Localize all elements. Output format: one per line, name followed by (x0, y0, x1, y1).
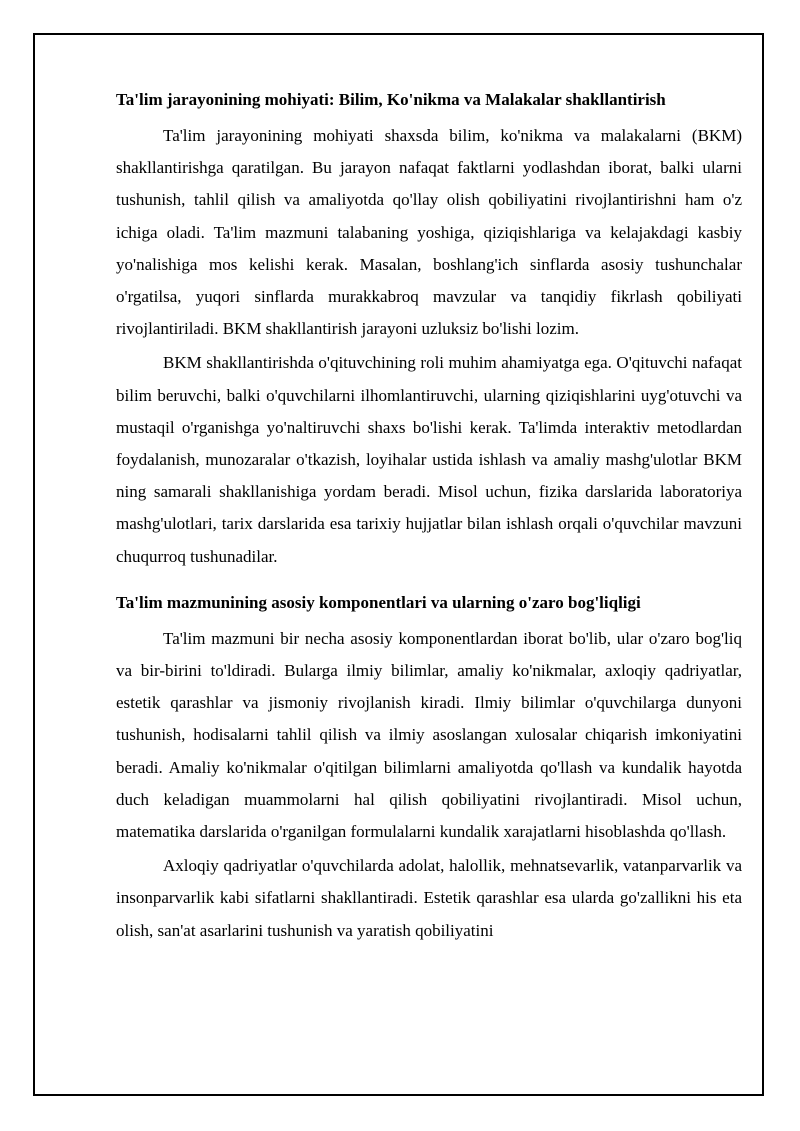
section-heading-components: Ta'lim mazmunining asosiy komponentlari va ularning o'zaro bog'liqligi (116, 592, 641, 612)
section-heading-bkm: Ta'lim jarayonining mohiyati: Bilim, Ko'nikma va Malakalar shakllantirish (116, 90, 666, 109)
paragraph-2: BKM shakllantirishda o'qituvchining roli muhim ahamiyatga ega. O'qituvchi nafaqat bilim beruvchi, balki o'quvchilarni ilhomlantiruvchi, ularning qiziqishlarini uyg'otuvchi va mustaqil o'rganishga yo'naltiruvchi shaxs bo'lishi kerak. Ta'limda interaktiv metodlardan foydalanish, munozaralar o'tkazish, loyihalar ustida ishlash va amaliy mashg'ulotlar BKM ning samarali shakllanishiga yordam beradi. Misol uchun, fizika darslarida laboratoriya mashg'ulotlari, tarix darslarida esa tarixiy hujjatlar bilan ishlash orqali o'quvchilar mavzuni chuqurroq tushunadilar. (116, 353, 742, 566)
paragraph-1: Ta'lim jarayonining mohiyati shaxsda bilim, ko'nikma va malakalarni (BKM) shakllantirishga qaratilgan. Bu jarayon nafaqat faktlarni yodlashdan iborat, balki ularni tushunish, tahlil qilish va amaliyotda qo'llay olish qobiliyatini rivojlantirishni ham o'z ichiga oladi. Ta'lim mazmuni talabaning yoshiga, qiziqishlariga va kelajakdagi kasbiy yo'nalishiga mos kelishi kerak. Masalan, boshlang'ich sinflarda asosiy tushunchalar o'rgatilsa, yuqori sinflarda murakkabroq mavzular va tanqidiy fikrlash qobiliyati rivojlantiriladi. BKM shakllantirish jarayoni uzluksiz bo'lishi lozim. (116, 126, 742, 339)
paragraph-4: Axloqiy qadriyatlar o'quvchilarda adolat, halollik, mehnatsevarlik, vatanparvarlik va insonparvarlik kabi sifatlarni shakllantiradi. Estetik qarashlar esa ularda go'zallikni his eta olish, san'at asarlarini tushunish va yaratish qobiliyatini (116, 856, 742, 940)
document-body (116, 84, 742, 947)
paragraph-3: Ta'lim mazmuni bir necha asosiy komponentlardan iborat bo'lib, ular o'zaro bog'liq va bir-birini to'ldiradi. Bularga ilmiy bilimlar, amaliy ko'nikmalar, axloqiy qadriyatlar, estetik qarashlar va jismoniy rivojlanish kiradi. Ilmiy bilimlar o'quvchilarga dunyoni tushunish, hodisalarni tahlil qilish va ilmiy asoslangan xulosalar chiqarish imkoniyatini beradi. Amaliy ko'nikmalar o'qitilgan bilimlarni amaliyotda qo'llash va kundalik hayotda duch keladigan muammolarni hal qilish qobiliyatini rivojlantiradi. Misol uchun, matematika darslarida o'rganilgan formulalarni kundalik xarajatlarni hisoblashda qo'llash. (116, 628, 742, 842)
